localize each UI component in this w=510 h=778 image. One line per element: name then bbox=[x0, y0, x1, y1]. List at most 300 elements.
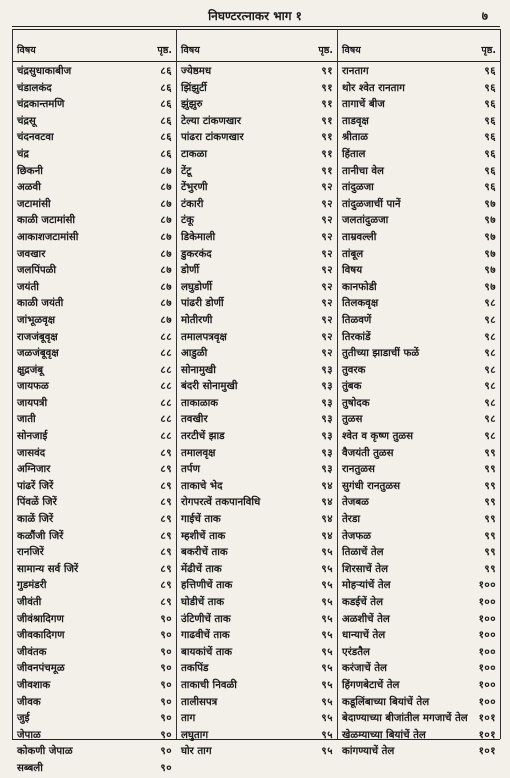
index-entry bbox=[338, 495, 500, 512]
index-entry bbox=[13, 180, 176, 197]
entry-page: ९१ bbox=[321, 132, 333, 144]
entry-name: ताकाळाक bbox=[181, 397, 219, 409]
index-entry bbox=[338, 97, 500, 114]
entry-page: ८६ bbox=[160, 148, 172, 160]
index-entry bbox=[338, 296, 500, 313]
entry-page: ८८ bbox=[160, 364, 172, 376]
entry-name: मोहऱ्यांचें तेल bbox=[342, 580, 391, 592]
entry-name: तुषोदक bbox=[342, 397, 370, 409]
entry-name: जायपत्री bbox=[17, 397, 48, 409]
entry-page: ९६ bbox=[484, 99, 496, 111]
entry-name: घोर ताग bbox=[181, 746, 212, 758]
entry-page: ९४ bbox=[321, 514, 333, 526]
entry-name: आकाशजटामांसी bbox=[17, 231, 79, 243]
entry-page: ९२ bbox=[321, 331, 333, 343]
entry-name: तिलकवृक्ष bbox=[342, 298, 379, 310]
entry-name: तमालपत्रवृक्ष bbox=[181, 331, 227, 343]
entry-name: खेळम्याच्या बियांचें तेल bbox=[342, 729, 426, 741]
entry-name: हिंताल bbox=[342, 148, 366, 160]
entry-page: ९२ bbox=[321, 314, 333, 326]
entry-page: ८९ bbox=[160, 580, 172, 592]
entry-page: ८७ bbox=[160, 281, 172, 293]
entry-name: चंडालकंद bbox=[17, 82, 52, 94]
entry-name: रानजिरें bbox=[17, 547, 44, 559]
entry-name: श्वेत व कृष्ण तुळस bbox=[342, 431, 414, 443]
entry-name: डोर्णी bbox=[181, 265, 200, 277]
entry-name: बंदरी सोनामुखी bbox=[181, 381, 238, 393]
entry-page: ८९ bbox=[160, 480, 172, 492]
entry-name: तमालवृक्ष bbox=[181, 447, 216, 459]
entry-name: टाकळा bbox=[181, 148, 207, 160]
entry-page: ९६ bbox=[484, 82, 496, 94]
index-entry bbox=[177, 711, 337, 728]
entry-page: ९६ bbox=[484, 148, 496, 160]
entry-page: ९१ bbox=[321, 66, 333, 77]
entry-name: टेंटू bbox=[181, 165, 192, 177]
entry-page: ९७ bbox=[484, 198, 496, 210]
entry-page: ८७ bbox=[160, 198, 172, 210]
heading-subject: विषय bbox=[17, 45, 36, 56]
entry-name: पिंवळें जिरें bbox=[17, 497, 57, 509]
entry-page: १०१ bbox=[478, 713, 496, 725]
entry-page: ९८ bbox=[484, 381, 496, 393]
entry-name: तुंबक bbox=[342, 381, 362, 393]
entry-page: ९२ bbox=[321, 215, 333, 227]
entry-page: ८८ bbox=[160, 397, 172, 409]
entry-page: ९७ bbox=[484, 248, 496, 260]
index-entry bbox=[338, 446, 500, 463]
entry-page: ९४ bbox=[321, 497, 333, 509]
entry-name: जीवंतक bbox=[17, 646, 47, 658]
entry-list bbox=[13, 64, 176, 778]
entry-page: ८८ bbox=[160, 348, 172, 360]
page-number: ७ bbox=[481, 9, 488, 23]
entry-page: ९० bbox=[160, 746, 172, 758]
index-entry bbox=[13, 114, 176, 131]
index-column-1 bbox=[13, 29, 176, 774]
index-entry bbox=[338, 562, 500, 579]
entry-name: टेंभुरणी bbox=[181, 182, 208, 194]
entry-page: ९६ bbox=[484, 66, 496, 77]
index-entry bbox=[177, 313, 337, 330]
entry-name: तर्पण bbox=[181, 464, 200, 476]
index-entry bbox=[338, 711, 500, 728]
index-entry bbox=[338, 529, 500, 546]
index-entry bbox=[338, 213, 500, 230]
index-entry bbox=[338, 379, 500, 396]
index-entry bbox=[13, 363, 176, 380]
index-entry bbox=[13, 147, 176, 164]
index-entry bbox=[177, 412, 337, 429]
entry-name: टंकू bbox=[181, 215, 194, 227]
entry-name: चंद्रसू bbox=[17, 115, 36, 127]
entry-name: लघुताग bbox=[181, 729, 209, 741]
entry-name: सामान्य सर्व जिरें bbox=[17, 563, 79, 575]
index-entry bbox=[338, 396, 500, 413]
entry-page: ९५ bbox=[321, 563, 333, 575]
index-entry bbox=[338, 479, 500, 496]
entry-page: १०१ bbox=[478, 729, 496, 741]
index-entry bbox=[13, 479, 176, 496]
entry-name: गाढवीचें ताक bbox=[181, 630, 230, 642]
entry-name: अग्निजार bbox=[17, 464, 51, 476]
entry-page: ८७ bbox=[160, 298, 172, 310]
entry-page: ९९ bbox=[484, 497, 496, 509]
index-entry bbox=[13, 595, 176, 612]
index-entry bbox=[13, 512, 176, 529]
index-entry bbox=[338, 578, 500, 595]
entry-page: ८८ bbox=[160, 431, 172, 443]
entry-name: जांभूळवृक्ष bbox=[17, 314, 56, 326]
entry-name: जवखार bbox=[17, 248, 46, 260]
entry-page: १०० bbox=[478, 696, 496, 708]
entry-name: घोडीचें ताक bbox=[181, 597, 225, 608]
entry-page: ९१ bbox=[321, 148, 333, 160]
entry-page: ९२ bbox=[321, 182, 333, 194]
index-entry bbox=[338, 512, 500, 529]
entry-page: ९८ bbox=[484, 314, 496, 326]
index-entry bbox=[177, 130, 337, 147]
entry-name: जीवकादिगण bbox=[17, 630, 65, 642]
entry-page: ८७ bbox=[160, 248, 172, 260]
index-entry bbox=[177, 446, 337, 463]
entry-name: ताग bbox=[181, 713, 196, 725]
entry-page: ८७ bbox=[160, 314, 172, 326]
entry-page: ९९ bbox=[484, 447, 496, 459]
entry-page: ९० bbox=[160, 696, 172, 708]
entry-name: चंदनवटवा bbox=[17, 132, 54, 144]
index-entry bbox=[338, 263, 500, 280]
entry-page: ९९ bbox=[484, 464, 496, 476]
entry-page: ९० bbox=[160, 663, 172, 675]
index-entry bbox=[13, 628, 176, 645]
index-entry bbox=[177, 529, 337, 546]
index-entry bbox=[13, 213, 176, 230]
entry-name: जीवक bbox=[17, 696, 41, 708]
index-entry bbox=[13, 130, 176, 147]
index-entry bbox=[338, 678, 500, 695]
index-entry bbox=[338, 462, 500, 479]
entry-name: छिकनी bbox=[17, 165, 43, 177]
entry-page: ९२ bbox=[321, 248, 333, 260]
entry-page: ९१ bbox=[321, 165, 333, 177]
index-entry bbox=[13, 296, 176, 313]
entry-name: सोनामुखी bbox=[181, 364, 216, 376]
index-entry bbox=[338, 164, 500, 181]
entry-page: ९३ bbox=[321, 397, 333, 409]
column-heading bbox=[13, 43, 176, 59]
heading-page: पृष्ठ. bbox=[481, 45, 496, 56]
index-entry bbox=[177, 230, 337, 247]
index-entry bbox=[177, 114, 337, 131]
index-entry bbox=[13, 330, 176, 347]
column-heading bbox=[177, 43, 337, 59]
entry-page: १०० bbox=[478, 613, 496, 625]
index-entry bbox=[13, 529, 176, 546]
index-entry bbox=[338, 280, 500, 297]
entry-page: ९४ bbox=[321, 530, 333, 542]
entry-page: ९५ bbox=[321, 646, 333, 658]
index-entry bbox=[177, 545, 337, 562]
entry-name: जलपिंपळी bbox=[17, 265, 57, 277]
index-entry bbox=[13, 462, 176, 479]
entry-name: जीवनपंचमूळ bbox=[17, 663, 65, 675]
index-entry bbox=[338, 695, 500, 712]
entry-page: ९१ bbox=[321, 115, 333, 127]
index-entry bbox=[13, 761, 176, 778]
index-entry bbox=[13, 446, 176, 463]
entry-name: जेपाळ bbox=[17, 729, 41, 741]
entry-name: सोनजाई bbox=[17, 431, 48, 443]
index-column-3 bbox=[338, 29, 500, 758]
index-entry bbox=[13, 545, 176, 562]
index-entry bbox=[13, 695, 176, 712]
index-entry bbox=[177, 363, 337, 380]
entry-name: शिरसाचें तेल bbox=[342, 563, 388, 575]
entry-page: ८७ bbox=[160, 265, 172, 277]
index-entry bbox=[338, 230, 500, 247]
index-entry bbox=[13, 412, 176, 429]
entry-name: तांदुळजाचीं पानें bbox=[342, 198, 401, 210]
index-entry bbox=[338, 130, 500, 147]
index-entry bbox=[338, 81, 500, 98]
index-entry bbox=[13, 429, 176, 446]
entry-name: डिकेमाली bbox=[181, 231, 216, 243]
entry-page: ८९ bbox=[160, 547, 172, 559]
index-entry bbox=[177, 695, 337, 712]
entry-name: जासवंद bbox=[17, 447, 46, 459]
entry-page: ९८ bbox=[484, 348, 496, 360]
index-entry bbox=[177, 330, 337, 347]
index-entry bbox=[13, 495, 176, 512]
entry-name: तिळाचें तेल bbox=[342, 547, 384, 559]
index-entry bbox=[13, 678, 176, 695]
entry-page: ९७ bbox=[484, 265, 496, 277]
entry-page: ९५ bbox=[321, 630, 333, 642]
entry-page: ९२ bbox=[321, 231, 333, 243]
entry-name: कडईचें तेल bbox=[342, 597, 384, 608]
entry-page: ९८ bbox=[484, 364, 496, 376]
index-entry bbox=[338, 628, 500, 645]
entry-page: ९८ bbox=[484, 431, 496, 443]
entry-name: जटामांसी bbox=[17, 198, 51, 210]
entry-name: तरटीचें झाड bbox=[181, 431, 225, 443]
entry-name: रानताग bbox=[342, 66, 369, 77]
header-rule bbox=[12, 26, 500, 27]
entry-name: ताडवृक्ष bbox=[342, 115, 369, 127]
entry-page: ९७ bbox=[484, 281, 496, 293]
entry-name: तिरकांडें bbox=[342, 331, 371, 343]
index-entry bbox=[177, 64, 337, 81]
index-entry bbox=[13, 612, 176, 629]
index-entry bbox=[177, 81, 337, 98]
entry-page: ८८ bbox=[160, 331, 172, 343]
entry-name: कांगण्याचें तेल bbox=[342, 746, 395, 758]
entry-name: एरंडतैल bbox=[342, 646, 370, 658]
entry-name: टंकारी bbox=[181, 198, 204, 210]
index-entry bbox=[177, 512, 337, 529]
index-entry bbox=[177, 595, 337, 612]
entry-page: ९९ bbox=[484, 530, 496, 542]
entry-name: तकपिंड bbox=[181, 663, 209, 675]
entry-page: ९९ bbox=[484, 547, 496, 559]
entry-page: ९० bbox=[160, 729, 172, 741]
entry-page: ९० bbox=[160, 646, 172, 658]
index-entry bbox=[13, 313, 176, 330]
entry-name: जीवशाक bbox=[17, 679, 51, 691]
entry-page: ८९ bbox=[160, 530, 172, 542]
entry-name: कानफोडी bbox=[342, 281, 377, 293]
entry-name: जयंती bbox=[17, 281, 39, 293]
entry-name: ताकाचे भेद bbox=[181, 480, 223, 492]
index-entry bbox=[338, 147, 500, 164]
entry-page: ९८ bbox=[484, 331, 496, 343]
entry-page: ९५ bbox=[321, 580, 333, 592]
entry-page: ९८ bbox=[484, 414, 496, 426]
entry-name: तेजफळ bbox=[342, 530, 371, 542]
index-entry bbox=[13, 197, 176, 214]
index-entry bbox=[338, 180, 500, 197]
index-entry bbox=[177, 562, 337, 579]
entry-page: ९७ bbox=[484, 231, 496, 243]
index-entry bbox=[13, 396, 176, 413]
heading-subject: विषय bbox=[181, 45, 200, 56]
entry-page: ८९ bbox=[160, 563, 172, 575]
entry-name: गाईचें ताक bbox=[181, 514, 221, 526]
entry-name: थोर श्वेत रानताग bbox=[342, 82, 405, 94]
index-entry bbox=[177, 396, 337, 413]
entry-page: ८९ bbox=[160, 447, 172, 459]
entry-name: तुतीच्या झाडाचीं फळें bbox=[342, 348, 420, 360]
entry-page: ९६ bbox=[484, 165, 496, 177]
entry-name: कोकणी जेपाळ bbox=[17, 746, 73, 758]
index-entry bbox=[177, 147, 337, 164]
entry-page: ९० bbox=[160, 679, 172, 691]
entry-name: बेदाण्याच्या बीजांतील मगजाचें तेल bbox=[342, 713, 468, 725]
index-entry bbox=[338, 330, 500, 347]
entry-page: १०० bbox=[478, 597, 496, 608]
entry-page: ८९ bbox=[160, 514, 172, 526]
index-entry bbox=[177, 612, 337, 629]
entry-page: ९५ bbox=[321, 696, 333, 708]
index-entry bbox=[177, 263, 337, 280]
entry-page: ९५ bbox=[321, 613, 333, 625]
entry-page: ८७ bbox=[160, 215, 172, 227]
entry-page: १०० bbox=[478, 679, 496, 691]
entry-name: तालीसपत्र bbox=[181, 696, 218, 708]
entry-name: आडुळी bbox=[181, 348, 208, 360]
entry-name: कडूलिंबाच्या बियांचें तेल bbox=[342, 696, 430, 708]
entry-name: बायकांचें ताक bbox=[181, 646, 233, 658]
entry-name: उंटिणीचें ताक bbox=[181, 613, 231, 625]
entry-page: ९२ bbox=[321, 348, 333, 360]
column-heading bbox=[338, 43, 500, 59]
index-column-2 bbox=[177, 29, 337, 758]
entry-page: ९४ bbox=[321, 480, 333, 492]
index-entry bbox=[338, 645, 500, 662]
entry-name: तेरडा bbox=[342, 514, 361, 526]
index-entry bbox=[177, 280, 337, 297]
entry-name: रानतुळस bbox=[342, 464, 375, 476]
entry-name: काळी जयंती bbox=[17, 298, 64, 310]
entry-name: झुंझुरु bbox=[181, 99, 203, 111]
entry-name: तुवरक bbox=[342, 364, 366, 376]
entry-page: ९६ bbox=[484, 182, 496, 194]
entry-page: ८६ bbox=[160, 66, 172, 77]
index-entry bbox=[177, 197, 337, 214]
entry-list bbox=[177, 64, 337, 761]
entry-page: ९७ bbox=[484, 215, 496, 227]
entry-name: पांढरी डोर्णी bbox=[181, 298, 224, 310]
entry-name: धान्याचें तेल bbox=[342, 630, 386, 642]
entry-name: ताम्रवल्ली bbox=[342, 231, 377, 243]
entry-page: ८७ bbox=[160, 165, 172, 177]
entry-name: तागाचें बीज bbox=[342, 99, 385, 111]
entry-page: ८७ bbox=[160, 231, 172, 243]
entry-page: ९२ bbox=[321, 298, 333, 310]
entry-page: १०१ bbox=[478, 746, 496, 758]
index-entry bbox=[177, 429, 337, 446]
entry-page: ८८ bbox=[160, 414, 172, 426]
entry-name: राजजंबूवृक्ष bbox=[17, 331, 58, 343]
index-entry bbox=[177, 495, 337, 512]
index-entry bbox=[177, 578, 337, 595]
index-entry bbox=[338, 412, 500, 429]
entry-page: १०० bbox=[478, 630, 496, 642]
index-entry bbox=[338, 661, 500, 678]
entry-page: ८८ bbox=[160, 381, 172, 393]
entry-page: ९८ bbox=[484, 397, 496, 409]
index-entry bbox=[13, 230, 176, 247]
entry-name: जीवंश्रादिगण bbox=[17, 613, 64, 625]
index-entry bbox=[13, 661, 176, 678]
entry-page: ८९ bbox=[160, 497, 172, 509]
entry-page: ८६ bbox=[160, 82, 172, 94]
entry-page: ९६ bbox=[484, 115, 496, 127]
entry-name: चंद्रसुधाकाबीज bbox=[17, 66, 72, 77]
entry-name: वैजयंती तुळस bbox=[342, 447, 394, 459]
entry-name: काळें जिरें bbox=[17, 514, 54, 526]
index-entry bbox=[13, 346, 176, 363]
index-entry bbox=[177, 180, 337, 197]
index-entry bbox=[338, 728, 500, 745]
index-entry bbox=[338, 313, 500, 330]
entry-name: चंद्रकान्तमणि bbox=[17, 99, 65, 111]
entry-page: ९२ bbox=[321, 281, 333, 293]
entry-page: ८६ bbox=[160, 99, 172, 111]
entry-name: ताकाची निवळी bbox=[181, 679, 237, 691]
entry-page: ९५ bbox=[321, 597, 333, 608]
heading-subject: विषय bbox=[342, 45, 361, 56]
entry-page: १०० bbox=[478, 663, 496, 675]
index-entry bbox=[177, 479, 337, 496]
entry-page: ९९ bbox=[484, 480, 496, 492]
entry-name: बकरीचें ताक bbox=[181, 547, 228, 559]
entry-page: १०० bbox=[478, 646, 496, 658]
entry-page: ८९ bbox=[160, 464, 172, 476]
entry-name: म्हशीचें ताक bbox=[181, 530, 226, 542]
index-entry bbox=[13, 711, 176, 728]
index-entry bbox=[13, 164, 176, 181]
entry-page: ९१ bbox=[321, 99, 333, 111]
entry-page: ९५ bbox=[321, 746, 333, 758]
index-entry bbox=[13, 263, 176, 280]
entry-name: विषय bbox=[342, 265, 363, 277]
entry-page: ९० bbox=[160, 630, 172, 642]
entry-name: जळजंबूवृक्ष bbox=[17, 348, 59, 360]
index-entry bbox=[13, 578, 176, 595]
index-entry bbox=[177, 346, 337, 363]
